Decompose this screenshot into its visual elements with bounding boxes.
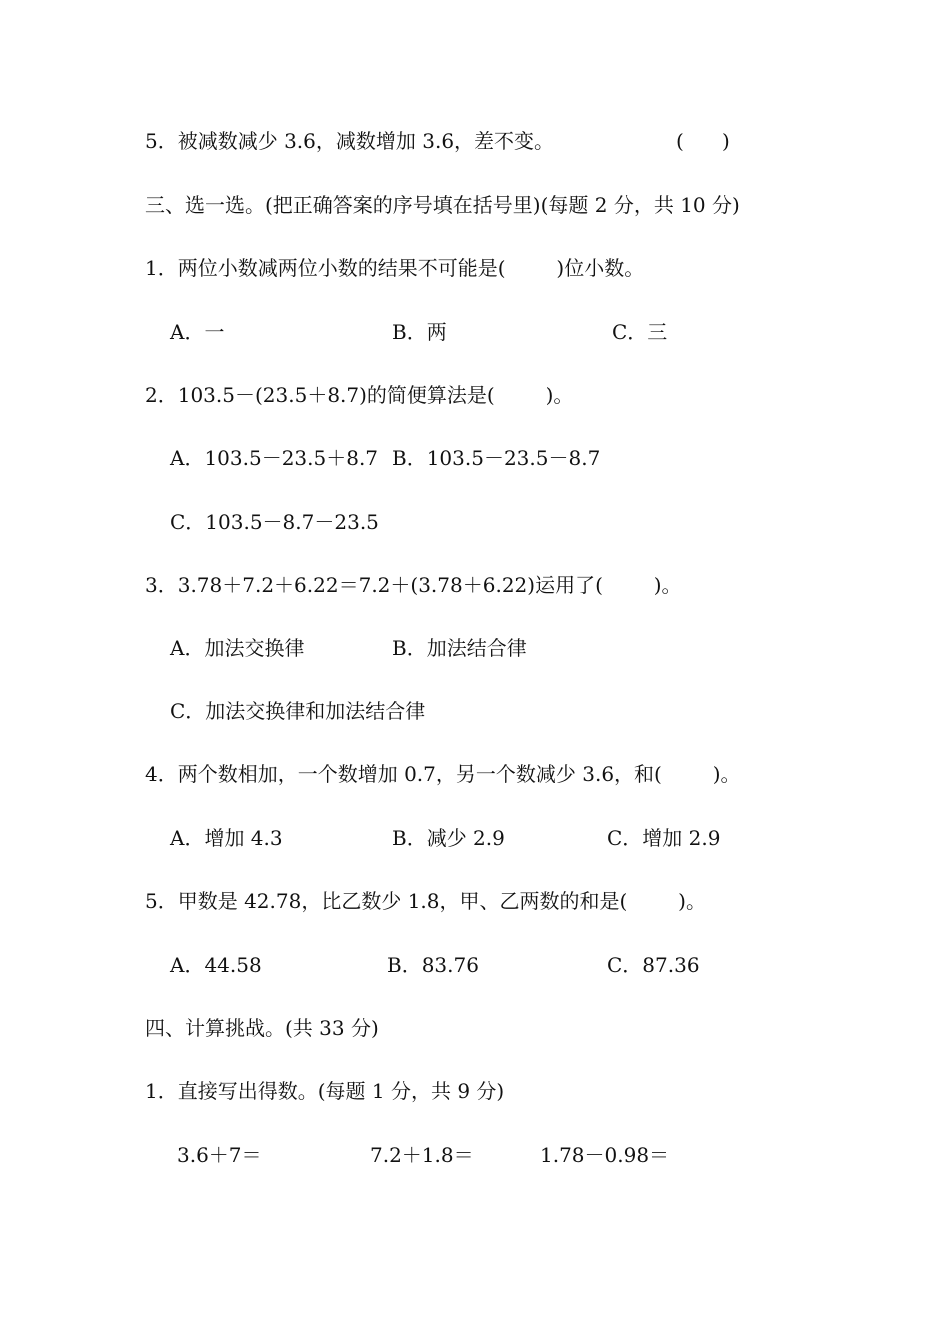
- s3-q4-option-a[interactable]: A．增加 4.3: [170, 826, 283, 850]
- s3-q5-option-b[interactable]: B．83.76: [387, 953, 479, 977]
- section3-heading: 三、选一选。(把正确答案的序号填在括号里)(每题 2 分，共 10 分): [145, 193, 740, 217]
- s3-q1-option-c[interactable]: C．三: [612, 320, 668, 344]
- s3-q4-stem: 4．两个数相加，一个数增加 0.7，另一个数减少 3.6，和( )。: [145, 762, 741, 786]
- s3-q3-option-b[interactable]: B．加法结合律: [392, 636, 527, 660]
- s3-q3-option-a[interactable]: A．加法交换律: [170, 636, 305, 660]
- s3-q2-option-c[interactable]: C．103.5－8.7－23.5: [170, 510, 379, 534]
- s3-q4-option-c[interactable]: C．增加 2.9: [607, 826, 721, 850]
- answer-paren[interactable]: ( ): [676, 129, 730, 153]
- s3-q2-option-b[interactable]: B．103.5－23.5－8.7: [392, 446, 601, 470]
- s4-expr-2: 7.2＋1.8＝: [370, 1143, 474, 1167]
- s3-q5-option-c[interactable]: C．87.36: [607, 953, 700, 977]
- s3-q5-stem: 5．甲数是 42.78，比乙数少 1.8，甲、乙两数的和是( )。: [145, 889, 706, 913]
- judge-q5-text: 5．被减数减少 3.6，减数增加 3.6，差不变。: [145, 129, 555, 153]
- s4-expr-1: 3.6＋7＝: [177, 1143, 262, 1167]
- section4-heading: 四、计算挑战。(共 33 分): [145, 1016, 379, 1040]
- s4-q1-stem: 1．直接写出得数。(每题 1 分，共 9 分): [145, 1079, 505, 1103]
- s3-q5-option-a[interactable]: A．44.58: [170, 953, 262, 977]
- s3-q1-option-a[interactable]: A．一: [170, 320, 225, 344]
- s3-q1-stem: 1．两位小数减两位小数的结果不可能是( )位小数。: [145, 256, 645, 280]
- s3-q4-option-b[interactable]: B．减少 2.9: [392, 826, 505, 850]
- s3-q2-option-a[interactable]: A．103.5－23.5＋8.7: [170, 446, 379, 470]
- s3-q3-stem: 3．3.78＋7.2＋6.22＝7.2＋(3.78＋6.22)运用了( )。: [145, 573, 682, 597]
- s3-q2-stem: 2．103.5－(23.5＋8.7)的简便算法是( )。: [145, 383, 574, 407]
- s4-expr-3: 1.78－0.98＝: [540, 1143, 670, 1167]
- s3-q1-option-b[interactable]: B．两: [392, 320, 447, 344]
- s3-q3-option-c[interactable]: C．加法交换律和加法结合律: [170, 699, 426, 723]
